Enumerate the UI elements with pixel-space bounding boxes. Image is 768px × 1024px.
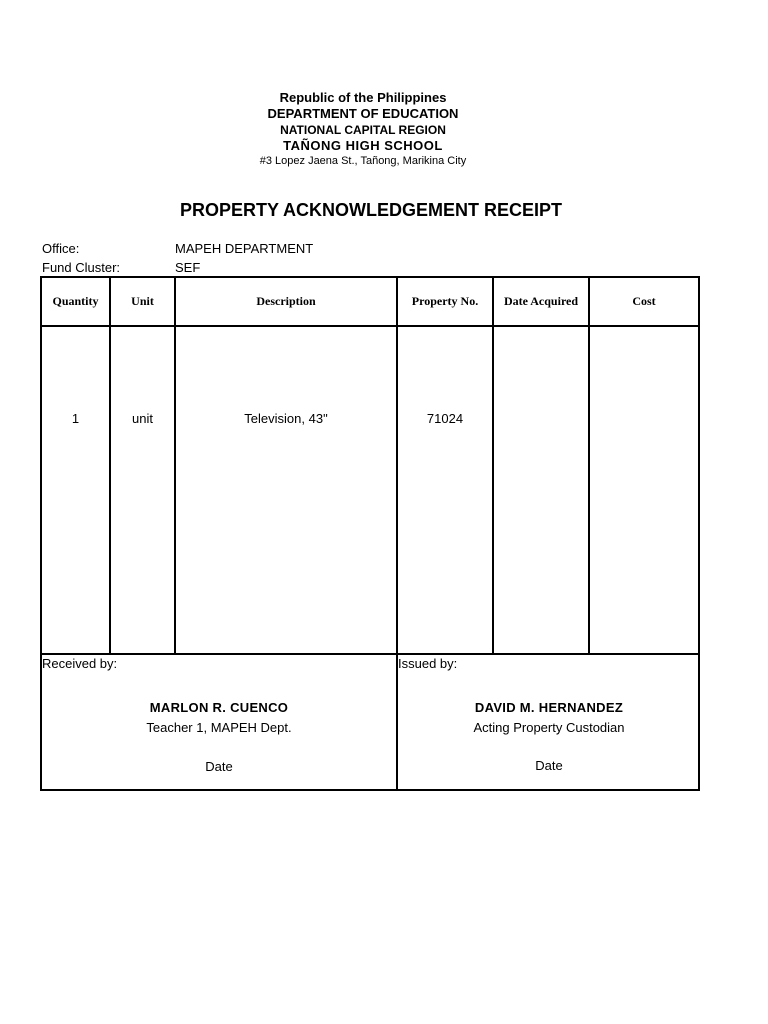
column-divider [492,278,494,655]
column-header-description: Description [256,294,316,308]
issued-date-label: Date [535,758,563,773]
signature-divider [42,653,698,655]
column-header-property-no: Property No. [411,294,479,308]
office-label: Office: [42,241,80,256]
received-by-position: Teacher 1, MAPEH Dept. [146,720,292,735]
column-divider [396,278,398,655]
cell-property-no: 71024 [426,411,464,426]
column-header-quantity: Quantity [52,294,99,308]
cell-quantity: 1 [71,411,80,426]
received-by-label: Received by: [42,656,118,671]
school-heading: TAÑONG HIGH SCHOOL [283,138,443,153]
property-table [40,276,700,791]
fund-cluster-value: SEF [175,260,201,275]
column-divider [588,278,590,655]
cell-unit: unit [132,411,153,426]
received-by-name: MARLON R. CUENCO [149,700,289,715]
department-heading: DEPARTMENT OF EDUCATION [267,106,459,121]
issued-by-position: Acting Property Custodian [473,720,625,735]
column-header-date-acquired: Date Acquired [503,294,579,308]
issued-by-label: Issued by: [398,656,458,671]
office-value: MAPEH DEPARTMENT [175,241,314,256]
fund-cluster-label: Fund Cluster: [42,260,121,275]
cell-description: Television, 43" [244,411,328,426]
received-date-label: Date [205,759,233,774]
column-header-unit: Unit [131,294,154,308]
column-divider [174,278,176,655]
header-divider [42,325,698,327]
document-title: PROPERTY ACKNOWLEDGEMENT RECEIPT [179,200,563,220]
region-heading: NATIONAL CAPITAL REGION [280,123,446,137]
column-divider [109,278,111,655]
column-header-cost: Cost [632,294,656,308]
republic-heading: Republic of the Philippines [279,90,447,105]
issued-by-name: DAVID M. HERNANDEZ [474,700,624,715]
school-address: #3 Lopez Jaena St., Tañong, Marikina City [259,155,467,167]
